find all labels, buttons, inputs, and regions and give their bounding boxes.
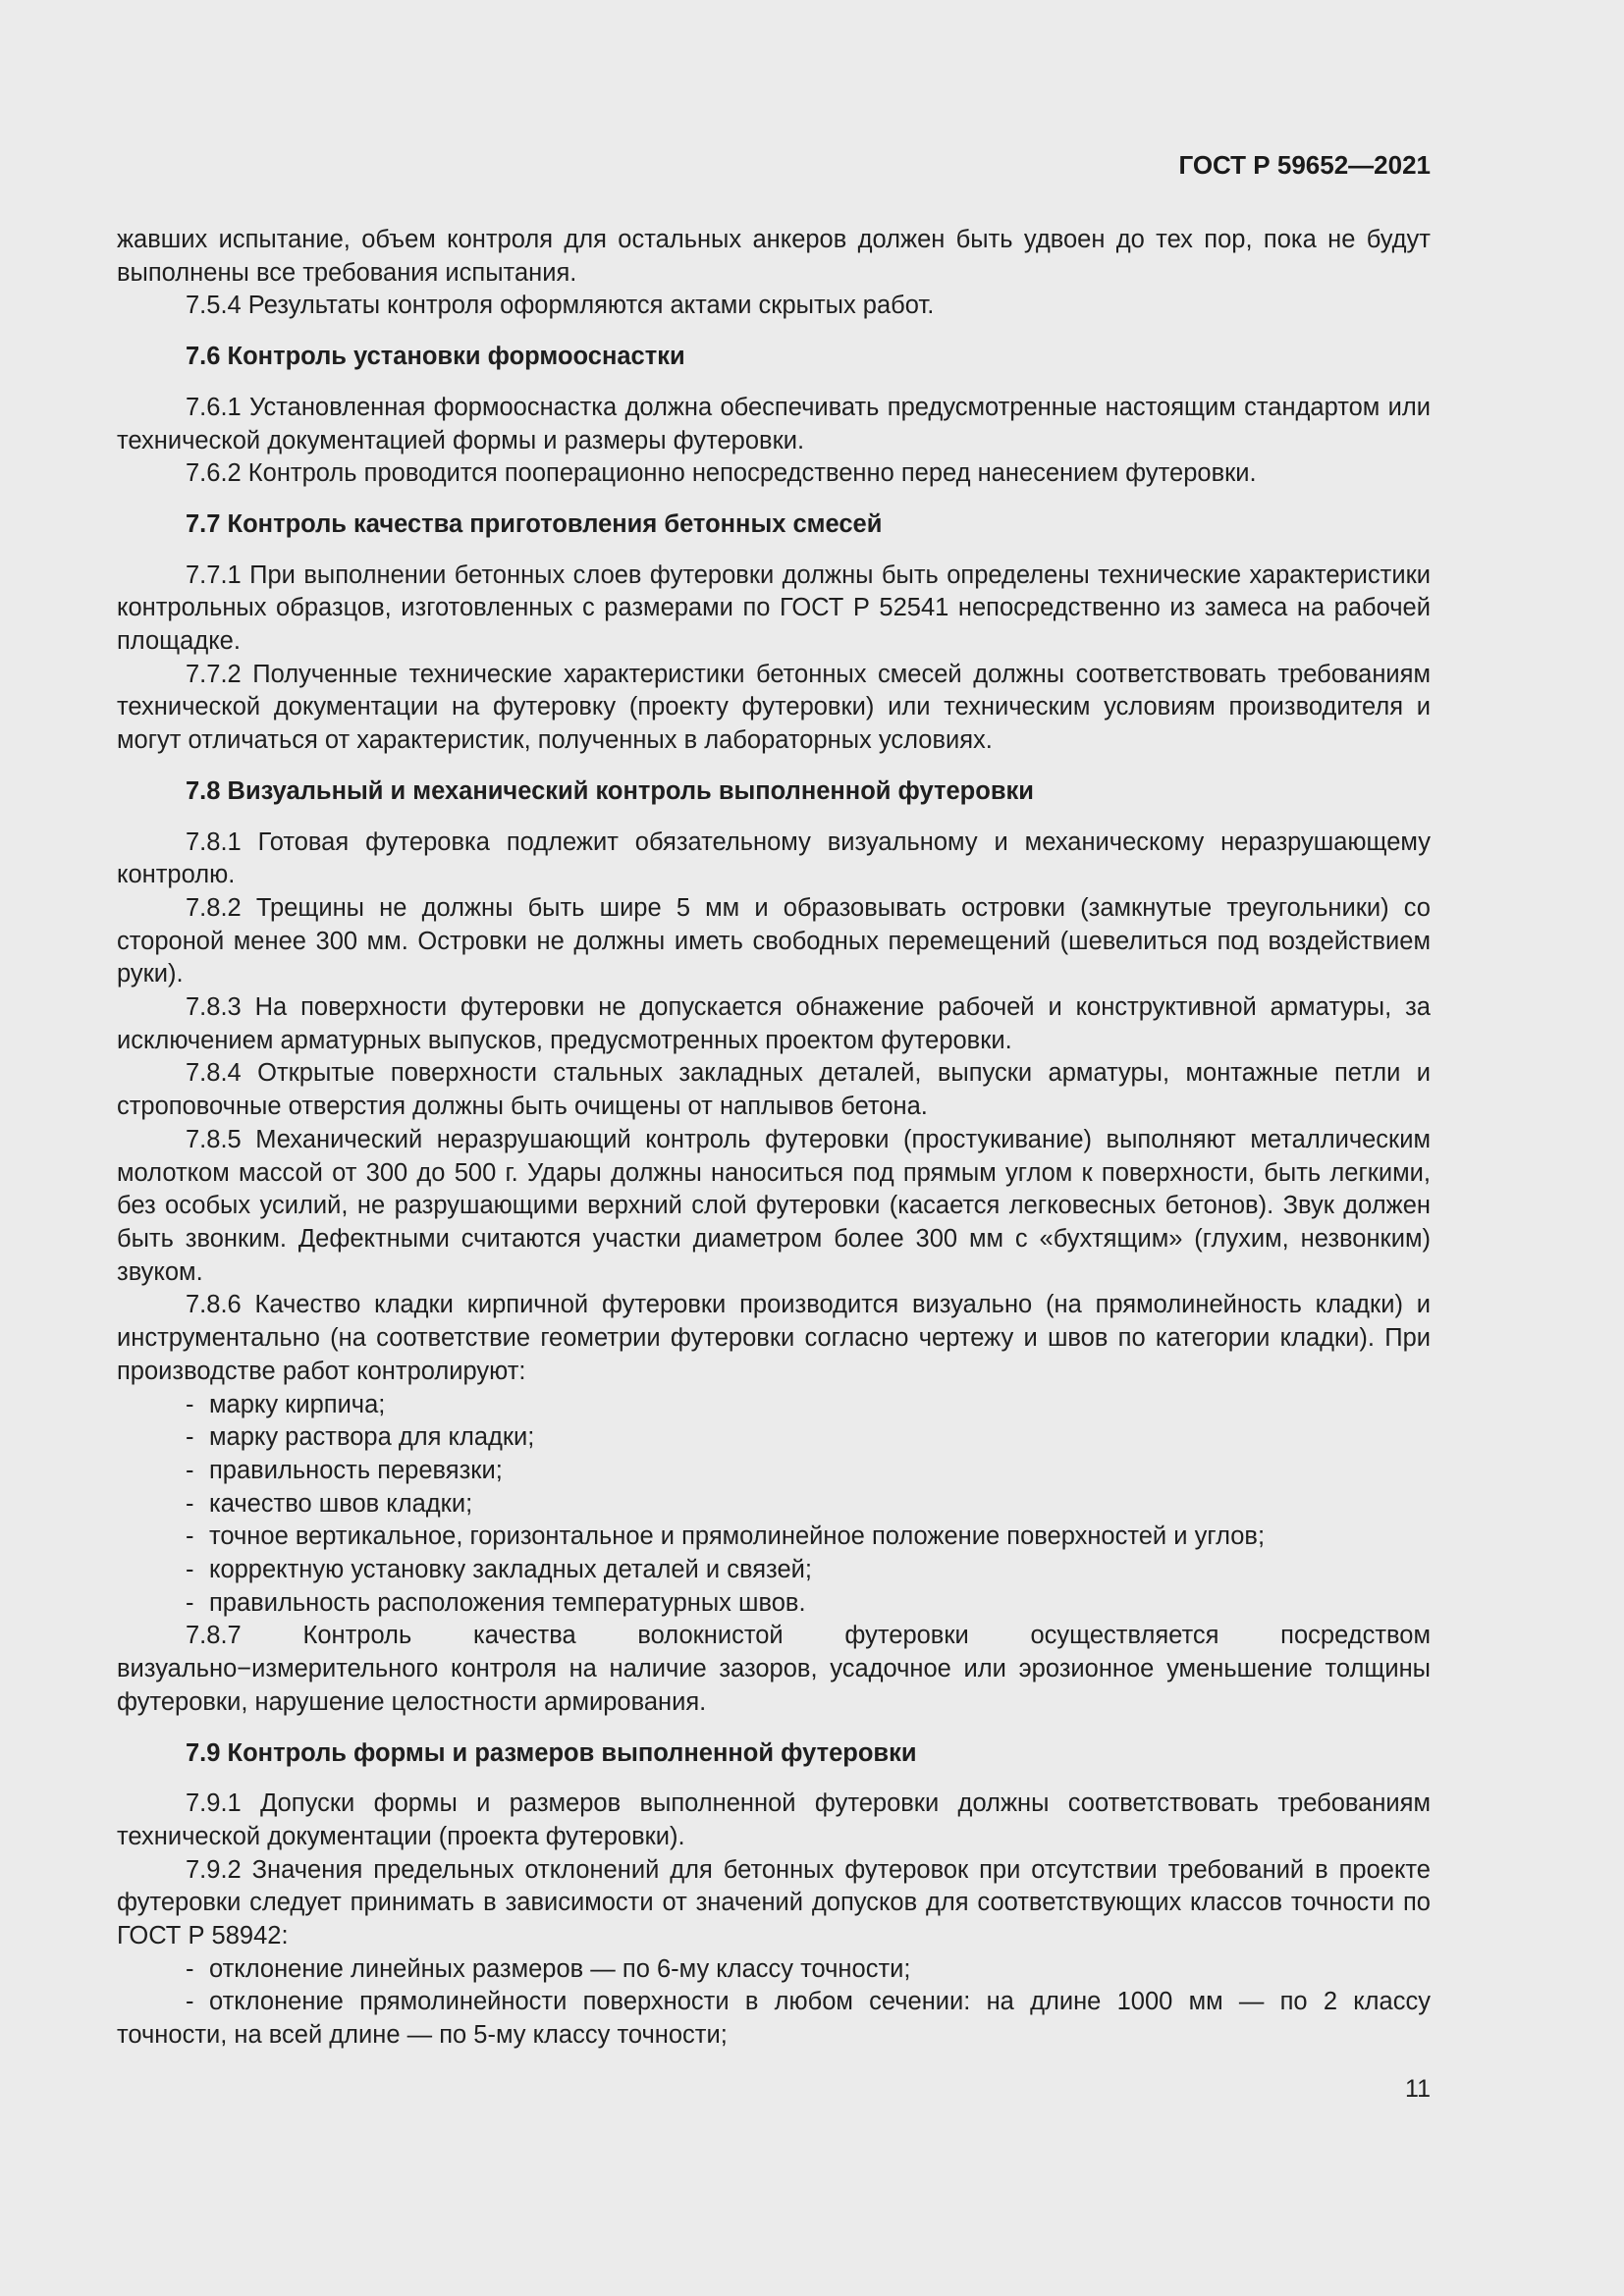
list-dash: -	[186, 1390, 194, 1418]
paragraph: 7.8.7 Контроль качества волокнистой футеровки осуществляется посредством визуально−измерительного контроля на наличие зазоров, усадочное или эрозионное уменьшение толщины футеровки, нарушение целостности армирования.	[117, 1622, 1431, 1716]
paragraph: 7.9.1 Допуски формы и размеров выполненной футеровки должны соответствовать требованиям технической документации (проекта футеровки).	[117, 1789, 1431, 1850]
list-dash: -	[186, 1489, 194, 1518]
list-dash: -	[186, 1423, 194, 1452]
list-dash: -	[186, 1522, 194, 1551]
list-item-text: марку раствора для кладки;	[209, 1423, 535, 1452]
section-heading: 7.7 Контроль качества приготовления бетонных смесей	[186, 509, 883, 538]
list-item	[117, 1521, 1431, 1554]
list-item	[117, 1421, 1431, 1455]
list-item	[117, 1389, 1431, 1422]
list-item-text: правильность перевязки;	[209, 1456, 503, 1484]
paragraph: 7.7.1 При выполнении бетонных слоев футеровки должны быть определены технические характеристики контрольных образцов, изготовленных с размерами по ГОСТ Р 52541 непосредственно из замеса на рабочей площадке.	[117, 561, 1431, 656]
section-heading: 7.9 Контроль формы и размеров выполненной футеровки	[186, 1738, 917, 1767]
list-dash: -	[186, 1556, 194, 1584]
list-item	[117, 1953, 1431, 1987]
paragraph: 7.8.6 Качество кладки кирпичной футеровки производится визуально (на прямолинейность кладки) и инструментально (на соответствие геометрии футеровки согласно чертежу и швов по категории кладки). При производстве работ контролируют:	[117, 1291, 1431, 1385]
section-heading: 7.6 Контроль установки формооснастки	[186, 343, 685, 371]
page-number: 11	[1405, 2075, 1431, 2103]
list-item-text: качество швов кладки;	[209, 1489, 473, 1518]
paragraph: 7.6.1 Установленная формооснастка должна обеспечивать предусмотренные настоящим стандартом или технической документацией формы и размеры футеровки.	[117, 393, 1431, 454]
document-header: ГОСТ Р 59652—2021	[1178, 150, 1431, 180]
paragraph: 7.8.5 Механический неразрушающий контроль футеровки (простукивание) выполняют металлическим молотком массой от 300 до 500 г. Удары должны наноситься под прямым углом к поверхности, быть легкими, без особых усилий, не разрушающими верхний слой футеровки (касается легковесных бетонов). Звук должен быть звонким. Дефектными считаются участки диаметром более 300 мм с «бухтящим» (глухим, незвонким) звуком.	[117, 1125, 1431, 1286]
paragraph: 7.6.2 Контроль проводится пооперационно непосредственно перед нанесением футеровки.	[186, 459, 1257, 488]
document-body	[117, 224, 1431, 2053]
paragraph: жавших испытание, объем контроля для остальных анкеров должен быть удвоен до тех пор, пока не будут выполнены все требования испытания.	[117, 226, 1431, 287]
paragraph: 7.8.1 Готовая футеровка подлежит обязательному визуальному и механическому неразрушающему контролю.	[117, 828, 1431, 889]
paragraph: 7.5.4 Результаты контроля оформляются актами скрытых работ.	[186, 292, 935, 320]
list-item-text: отклонение линейных размеров — по 6-му классу точности;	[209, 1954, 911, 1983]
list-item	[117, 1986, 1431, 2052]
list-dash: -	[186, 1588, 194, 1617]
list-item-text: точное вертикальное, горизонтальное и прямолинейное положение поверхностей и углов;	[209, 1522, 1266, 1551]
list-dash: -	[186, 1988, 194, 2016]
list-dash: -	[186, 1954, 194, 1983]
list-item-text: отклонение прямолинейности поверхности в любом сечении: на длине 1000 мм — по 2 классу точности, на всей длине — по 5-му классу точности;	[117, 1988, 1431, 2050]
list-dash: -	[186, 1456, 194, 1484]
list-item-text: правильность расположения температурных швов.	[209, 1588, 806, 1617]
list-item	[117, 1455, 1431, 1488]
section-heading: 7.8 Визуальный и механический контроль выполненной футеровки	[186, 776, 1034, 805]
list-item-text: корректную установку закладных деталей и связей;	[209, 1556, 812, 1584]
paragraph: 7.8.3 На поверхности футеровки не допускается обнажение рабочей и конструктивной арматуры, за исключением арматурных выпусков, предусмотренных проектом футеровки.	[117, 993, 1431, 1054]
paragraph: 7.7.2 Полученные технические характеристики бетонных смесей должны соответствовать требованиям технической документации на футеровку (проекту футеровки) или техническим условиям производителя и могут отличаться от характеристик, полученных в лабораторных условиях.	[117, 660, 1431, 755]
paragraph: 7.8.4 Открытые поверхности стальных закладных деталей, выпуски арматуры, монтажные петли и строповочные отверстия должны быть очищены от наплывов бетона.	[117, 1059, 1431, 1121]
list-item	[117, 1587, 1431, 1621]
list-item-text: марку кирпича;	[209, 1390, 386, 1418]
paragraph: 7.8.2 Трещины не должны быть шире 5 мм и образовывать островки (замкнутые треугольники) со стороной менее 300 мм. Островки не должны иметь свободных перемещений (шевелиться под воздействием руки).	[117, 893, 1431, 988]
paragraph: 7.9.2 Значения предельных отклонений для бетонных футеровок при отсутствии требований в проекте футеровки следует принимать в зависимости от значений допусков для соответствующих классов точности по ГОСТ Р 58942:	[117, 1855, 1431, 1950]
list-item	[117, 1554, 1431, 1587]
list-item	[117, 1488, 1431, 1522]
